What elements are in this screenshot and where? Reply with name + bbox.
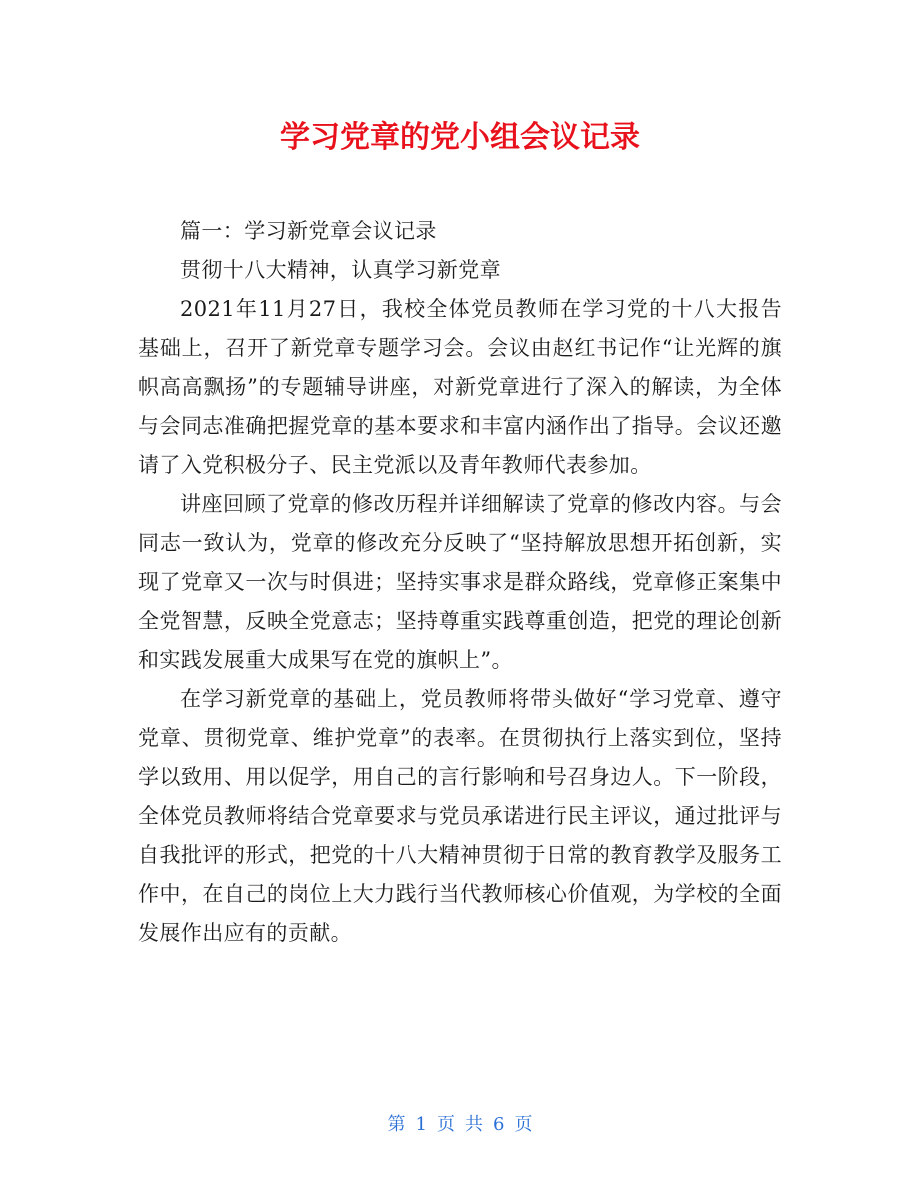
body-paragraph-1: 2021年11月27日，我校全体党员教师在学习党的十八大报告基础上，召开了新党章专题学习会。会议由赵红书记作“让光辉的旗帜高高飘扬”的专题辅导讲座，对新党章进行了深入的解读，为全体与会同志准确把握党章的基本要求和丰富内涵作出了指导。会议还邀请了入党积极分子、民主党派以及青年教师代表参加。 — [138, 297, 782, 477]
document-title: 学习党章的党小组会议记录 — [280, 120, 640, 155]
footer-di: 第 — [387, 1114, 406, 1135]
subtitle-paragraph: 贯彻十八大精神，认真学习新党章 — [180, 258, 501, 282]
footer-ye-2: 页 — [514, 1114, 533, 1135]
footer-current-page: 1 — [415, 1114, 427, 1135]
footer-gong: 共 — [465, 1114, 483, 1135]
body-paragraph-2: 讲座回顾了党章的修改历程并详细解读了党章的修改内容。与会同志一致认为，党章的修改充分反映了“坚持解放思想开拓创新，实现了党章又一次与时俱进；坚持实事求是群众路线，党章修正案集中全党智慧，反映全党意志；坚持尊重实践尊重创造，把党的理论创新和实践发展重大成果写在党的旗帜上”。 — [138, 492, 782, 672]
section-heading: 篇一：学习新党章会议记录 — [180, 219, 437, 243]
document-body — [138, 212, 782, 953]
footer-total-pages: 6 — [493, 1114, 505, 1135]
footer-ye: 页 — [437, 1114, 455, 1135]
page-footer — [0, 1112, 920, 1138]
body-paragraph-3: 在学习新党章的基础上，党员教师将带头做好“学习党章、遵守党章、贯彻党章、维护党章”的表率。在贯彻执行上落实到位，坚持学以致用、用以促学，用自己的言行影响和号召身边人。下一阶段，全体党员教师将结合党章要求与党员承诺进行民主评议，通过批评与自我批评的形式，把党的十八大精神贯彻于日常的教育教学及服务工作中，在自己的岗位上大力践行当代教师核心价值观，为学校的全面发展作出应有的贡献。 — [138, 687, 782, 945]
